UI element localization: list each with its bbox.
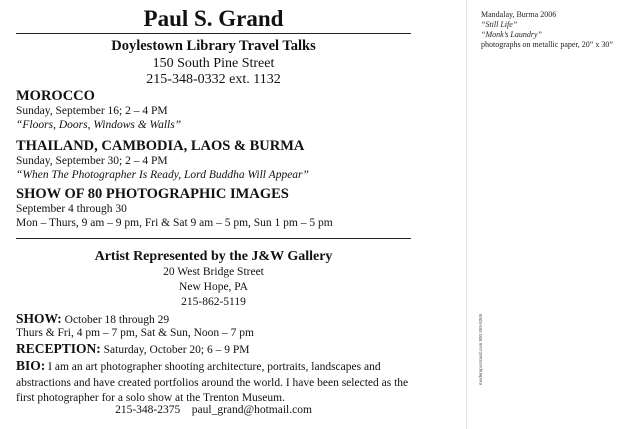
section-date: Sunday, September 30; 2 – 4 PM xyxy=(16,155,168,167)
bio-paragraph xyxy=(16,358,416,407)
card-divider xyxy=(466,0,467,429)
section-subtitle: “When The Photographer Is Ready, Lord Buddha Will Appear” xyxy=(16,169,309,181)
printer-credit: modernpostcard.com 800 959-8365 xyxy=(478,313,483,385)
contact-email: paul_grand@hotmail.com xyxy=(191,404,312,416)
gallery-phone: 215-862-5119 xyxy=(181,296,246,308)
bio-label: BIO: xyxy=(16,358,46,373)
show-hours: Thurs & Fri, 4 pm – 7 pm, Sat & Sun, Noon – 7 pm xyxy=(16,327,254,339)
contact-phone: 215-348-2375 xyxy=(115,404,181,416)
reception-line xyxy=(16,341,411,357)
caption-medium: photographs on metallic paper, 20” x 30” xyxy=(481,40,613,49)
gallery-title: Artist Represented by the J&W Gallery xyxy=(94,249,333,264)
contact-line xyxy=(16,404,411,416)
show-dates: October 18 through 29 xyxy=(64,314,170,326)
section-hours: Mon – Thurs, 9 am – 9 pm, Fri & Sat 9 am – 5 pm, Sun 1 pm – 5 pm xyxy=(16,217,333,229)
artist-name: Paul S. Grand xyxy=(143,6,284,31)
venue-title: Doylestown Library Travel Talks xyxy=(111,38,316,54)
caption-title: “Monk’s Laundry” xyxy=(481,30,542,39)
section-title: SHOW OF 80 PHOTOGRAPHIC IMAGES xyxy=(16,186,289,202)
reception-text: Saturday, October 20; 6 – 9 PM xyxy=(103,344,250,356)
caption-location: Mandalay, Burma 2006 xyxy=(481,10,557,19)
gallery-city: New Hope, PA xyxy=(179,281,248,293)
section-title: THAILAND, CAMBODIA, LAOS & BURMA xyxy=(16,138,305,154)
photo-caption xyxy=(481,10,613,50)
reception-label: RECEPTION: xyxy=(16,341,101,356)
venue-address: 150 South Pine Street xyxy=(152,56,275,71)
caption-title: “Still Life” xyxy=(481,20,518,29)
gallery-street: 20 West Bridge Street xyxy=(163,266,264,278)
bio-text: I am an art photographer shooting architecture, portraits, landscapes and abstractions and have created portfolios around the world. I have been selected as the first photographer for a solo show at the Trenton Museum. xyxy=(16,361,409,404)
section-title: MOROCCO xyxy=(16,88,95,104)
show-line xyxy=(16,311,411,327)
middle-rule xyxy=(16,238,411,239)
section-date: September 4 through 30 xyxy=(16,203,127,215)
venue-phone: 215-348-0332 ext. 1132 xyxy=(146,72,281,87)
header-rule xyxy=(16,33,411,34)
show-label: SHOW: xyxy=(16,311,62,326)
section-date: Sunday, September 16; 2 – 4 PM xyxy=(16,105,168,117)
section-subtitle: “Floors, Doors, Windows & Walls” xyxy=(16,119,182,131)
